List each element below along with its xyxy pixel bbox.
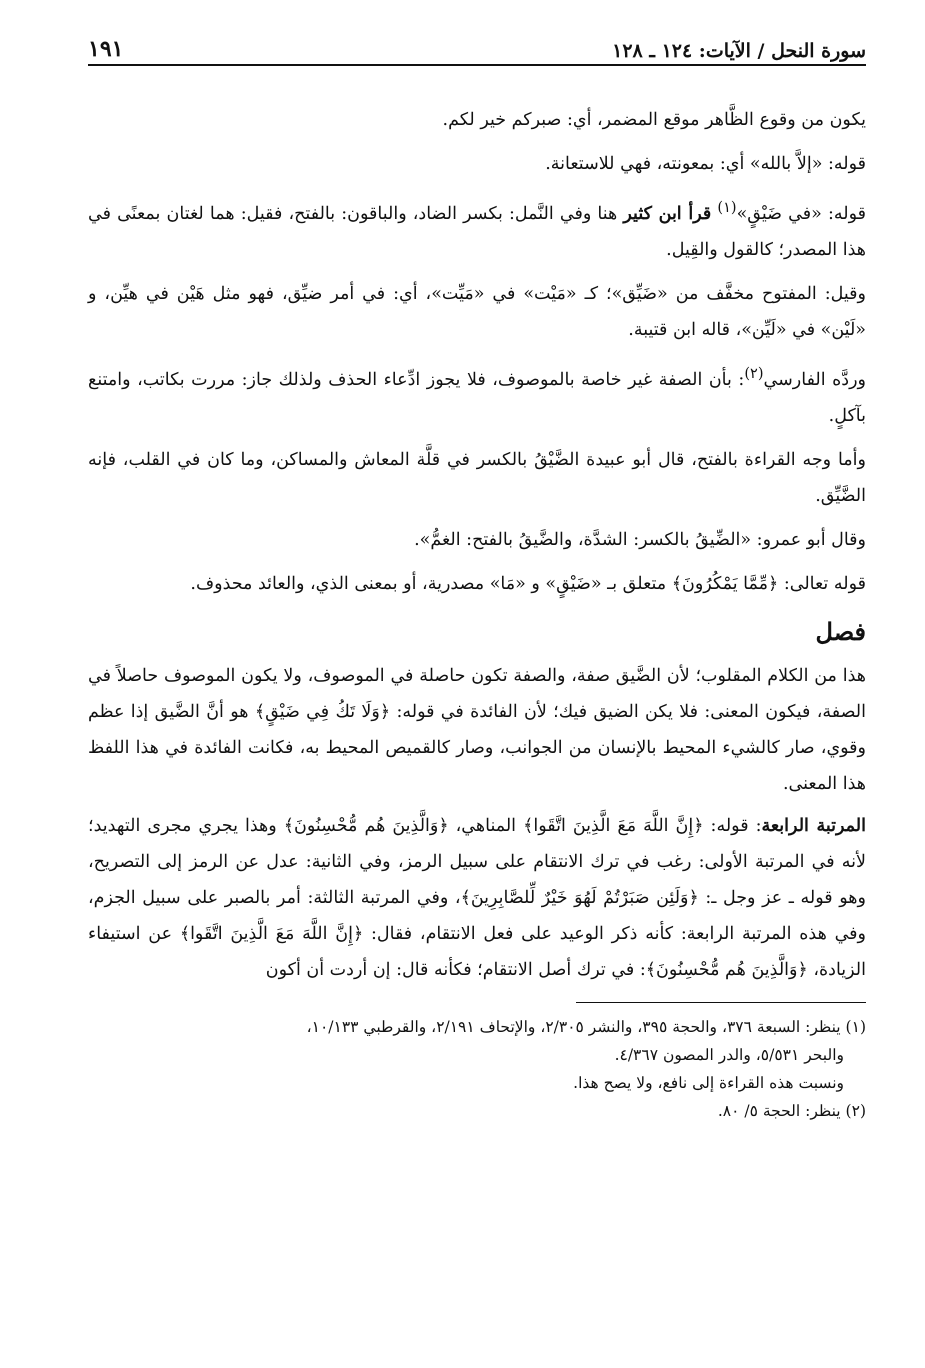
section-2-e: وهذا يجري مجرى التهديد؛ لأنه في المرتبة الأولى: رغب في ترك الانتقام على سبيل الرمز، وفي الثانية: عدل عن الرمز إلى التصريح، وهو قوله ـ عز وجل ـ: bbox=[88, 815, 866, 908]
paragraph-6: وأما وجه القراءة بالفتح، قال أبو عبيدة الضَّيْقُ بالكسر في قلَّة المعاش والمساكن، وما كان في القلب، فإنه الضَّيِّق. bbox=[88, 449, 866, 506]
section-paragraph-1 bbox=[88, 658, 866, 802]
running-title: سورة النحل / الآيات: ١٢٤ ـ ١٢٨ bbox=[612, 40, 866, 62]
quran-quote: ﴿وَالَّذِينَ هُم مُّحْسِنُونَ﴾ bbox=[645, 959, 808, 980]
book-page bbox=[88, 26, 866, 1346]
main-text bbox=[88, 102, 866, 988]
footnote-1: (١) ينظر: السبعة ٣٧٦، والحجة ٣٩٥، والنشر ٢/٣٠٥، والإتحاف ٢/١٩١، والقرطبي ١٠/١٣٣، bbox=[306, 1017, 866, 1036]
section-2-a: : قوله: bbox=[710, 815, 762, 836]
section-paragraph-2 bbox=[88, 808, 866, 988]
paragraph-8-rest: متعلق بـ «ضَيْقٍ» و «مَا» مصدرية، أو بمعنى الذي، والعائد محذوف. bbox=[190, 573, 667, 594]
section-1-lead: هذا من الكلام المقلوب؛ لأن الضَّيق صفة، والصفة تكون حاصلة في الموصوف، ولا يكون الموصوف حاصلاً في الصفة، فيكون المعنى: فلا يكن الضيق فيك؛ لأن الفائدة في قوله: bbox=[88, 665, 866, 722]
paragraph-5 bbox=[88, 356, 866, 434]
paragraph-4: وقيل: المفتوح مخفَّف من «ضَيِّق»؛ كـ «مَيْت» في «مَيِّت»، أي: في أمر ضيِّق، فهو مثل هَيْن في هيِّن، و «لَيْن» في «لَيِّن»، قاله ابن قتيبة. bbox=[88, 283, 866, 340]
paragraph-3-rest: هنا وفي النَّمل: بكسر الضاد، والباقون: بالفتح، فقيل: هما لغتان بمعنًى في هذا المصدر؛ كالقول والقِيل. bbox=[88, 203, 866, 260]
quran-quote: ﴿وَلَا تَكُ فِي ضَيْقٍ﴾ bbox=[254, 701, 391, 722]
footnotes bbox=[88, 1013, 866, 1125]
paragraph-3 bbox=[88, 190, 866, 268]
quran-quote: ﴿مِّمَّا يَمْكُرُونَ﴾ bbox=[671, 573, 779, 594]
reader-name: قرأ ابن كثير bbox=[623, 203, 712, 224]
paragraph-5-lead: وردَّه الفارسي bbox=[763, 369, 866, 390]
quran-quote: ﴿وَلَئِن صَبَرْتُمْ لَهُوَ خَيْرٌ لِّلصَّابِرِينَ﴾ bbox=[460, 887, 699, 908]
section-2-c: المناهي، bbox=[455, 815, 517, 836]
section-2-i: عن استيفاء الزيادة، bbox=[88, 923, 866, 980]
quran-quote: ﴿إِنَّ اللَّهَ مَعَ الَّذِينَ اتَّقَوا﴾ bbox=[179, 923, 364, 944]
footnote-ref-1: (١) bbox=[717, 199, 737, 216]
quran-quote: ﴿إِنَّ اللَّهَ مَعَ الَّذِينَ اتَّقَوا﴾ bbox=[523, 815, 704, 836]
footnote-divider bbox=[576, 1002, 866, 1003]
rank-label: المرتبة الرابعة bbox=[761, 815, 866, 836]
paragraph-7: وقال أبو عمرو: «الضِّيقُ بالكسر: الشدَّة، والضَّيقُ بالفتح: الغمُّ». bbox=[414, 529, 866, 550]
footnote-2: (٢) ينظر: الحجة ٥/ ٨٠. bbox=[717, 1101, 866, 1120]
paragraph-8 bbox=[88, 566, 866, 602]
paragraph-5-rest: : بأن الصفة غير خاصة بالموصوف، فلا يجوز ادِّعاء الحذف ولذلك جاز: مررت بكاتب، وامتنع بآكلٍ. bbox=[88, 369, 866, 426]
section-2-k: : في ترك أصل الانتقام؛ فكأنه قال: إن أردت أن أكون bbox=[265, 959, 646, 980]
page-header bbox=[88, 26, 866, 66]
footnote-1-continued: والبحر ٥/٥٣١، والدر المصون ٤/٣٦٧. bbox=[614, 1045, 844, 1064]
section-2-g: ، وفي المرتبة الثالثة: أمر بالصبر على سبيل الجزم، وفي هذه المرتبة الرابعة: كأنه ذكر الوعيد على فعل الانتقام، فقال: bbox=[88, 887, 866, 944]
section-heading: فصل bbox=[815, 616, 866, 646]
footnote-1-note: ونسبت هذه القراءة إلى نافع، ولا يصح هذا. bbox=[573, 1073, 844, 1092]
paragraph-2: قوله: «إلاَّ بالله» أي: بمعونته، فهي للاستعانة. bbox=[545, 154, 866, 174]
page-number: ١٩١ bbox=[88, 36, 124, 62]
quran-quote: ﴿وَالَّذِينَ هُم مُّحْسِنُونَ﴾ bbox=[283, 815, 449, 836]
section-1-rest: هو أنَّ الضَّيق إذا عظم وقوي، صار كالشيء المحيط بالإنسان من الجوانب، وصار كالقميص المحيط به، فكانت الفائدة في هذا اللفظ هذا المعنى. bbox=[88, 701, 866, 794]
paragraph-1: يكون من وقوع الظَّاهر موقع المضمر، أي: صبركم خير لكم. bbox=[442, 110, 866, 130]
paragraph-8-lead: قوله تعالى: bbox=[783, 573, 866, 594]
paragraph-3-lead: قوله: «في ضَيْقٍ» bbox=[736, 203, 866, 224]
footnote-ref-2: (٢) bbox=[744, 364, 764, 382]
